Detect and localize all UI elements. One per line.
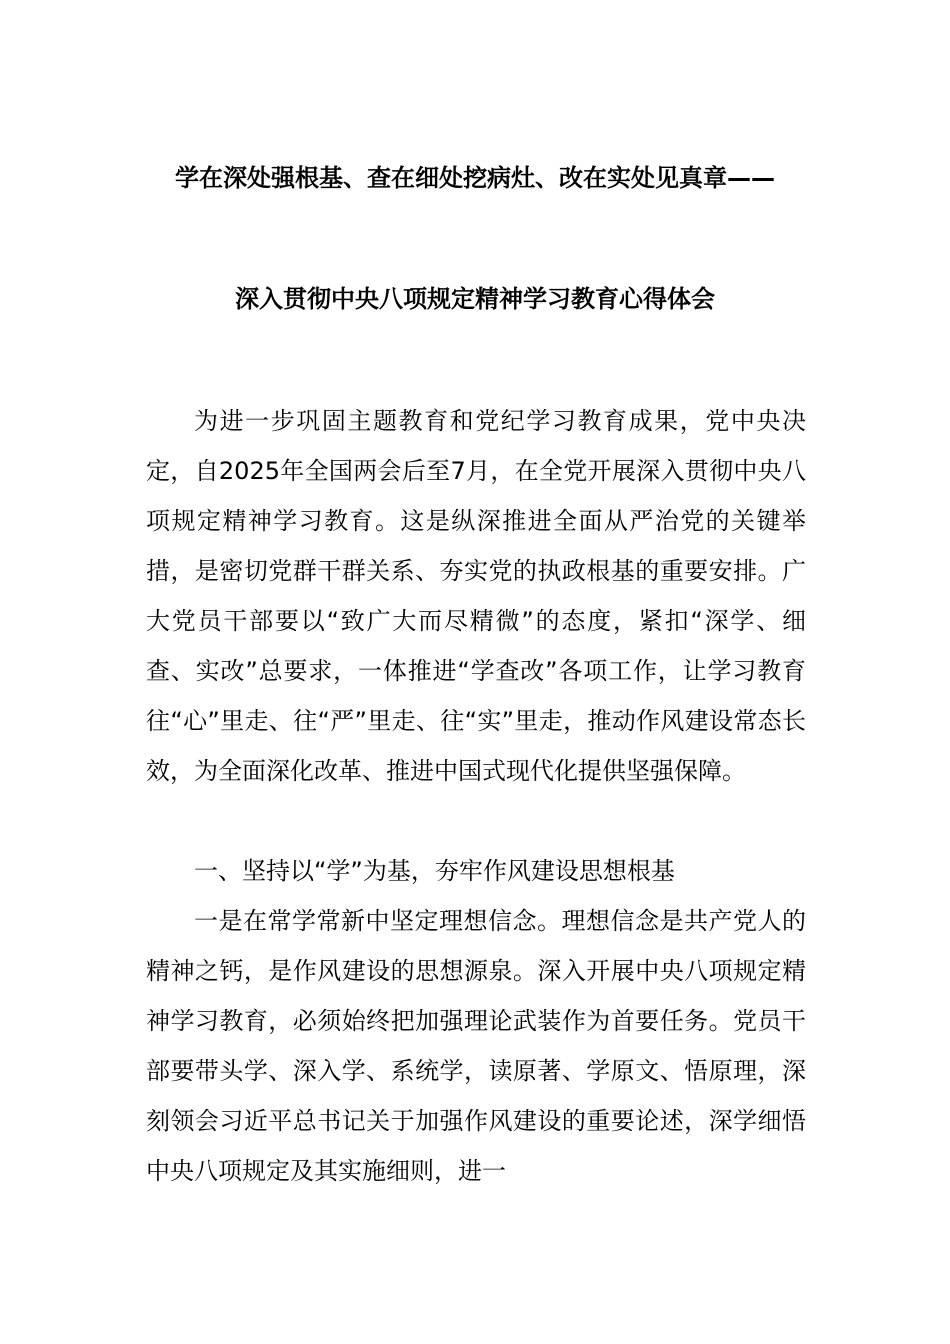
document-title-line-1: 学在深处强根基、查在细处挖病灶、改在实处见真章—— [175,164,775,192]
body-paragraph-section-1: 一是在常学常新中坚定理想信念。理想信念是共产党人的精神之钙，是作风建设的思想源泉。深入开展中央八项规定精神学习教育，必须始终把加强理论武装作为首要任务。党员干部要带头学、深入学、系统学，读原著、学原文、悟原理，深刻领会习近平总书记关于加强作风建设的重要论述，深学细悟中央八项规定及其实施细则，进一 [146,907,806,1185]
document-title-line-2: 深入贯彻中央八项规定精神学习教育心得体会 [235,285,715,313]
section-heading-1: 一、坚持以“学”为基，夯牢作风建设思想根基 [194,857,675,885]
body-paragraph-intro: 为进一步巩固主题教育和党纪学习教育成果，党中央决定，自2025年全国两会后至7月，在全党开展深入贯彻中央八项规定精神学习教育。这是纵深推进全面从严治党的关键举措，是密切党群干群关系、夯实党的执政根基的重要安排。广大党员干部要以“致广大而尽精微”的态度，紧扣“深学、细查、实改”总要求，一体推进“学查改”各项工作，让学习教育往“心”里走、往“严”里走、往“实”里走，推动作风建设常态长效，为全面深化改革、推进中国式现代化提供坚强保障。 [146,407,806,785]
